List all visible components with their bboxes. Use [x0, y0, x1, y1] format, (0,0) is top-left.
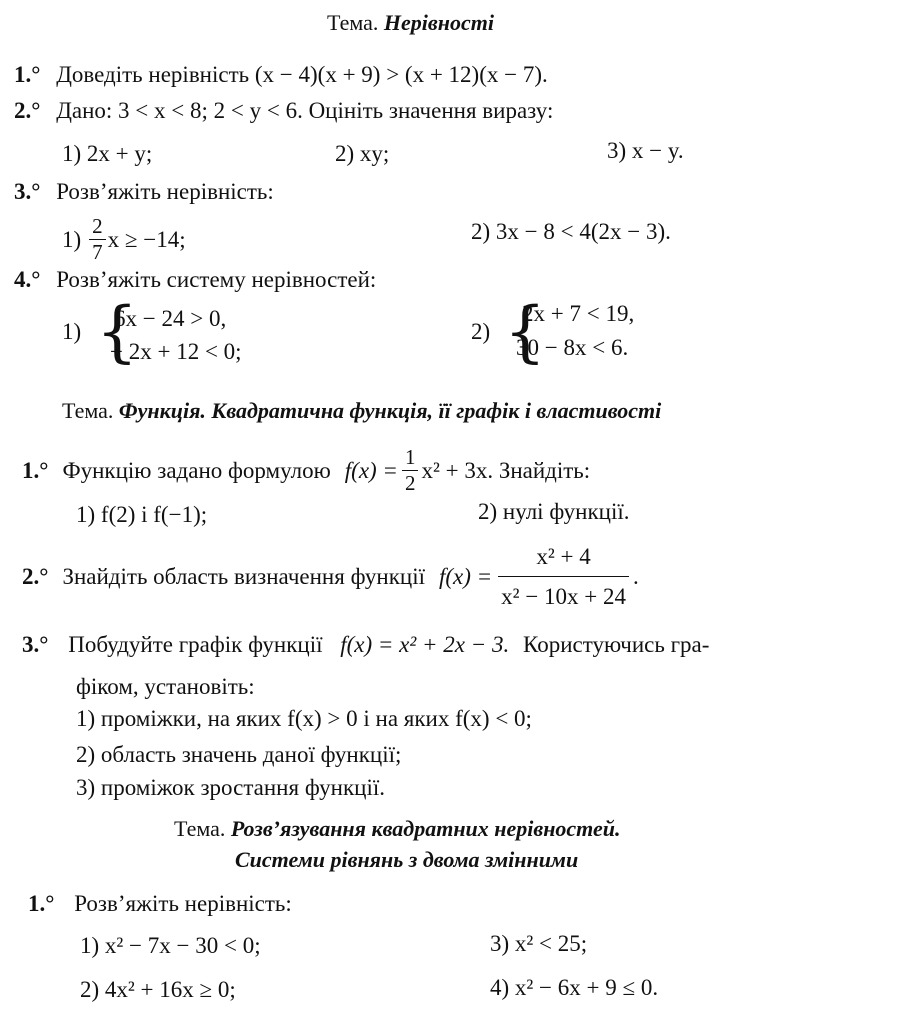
s1-task-1: 1.° Доведіть нерівність (x − 4)(x + 9) > (x + 12)(x − 7).: [14, 62, 548, 87]
s3-task-1-item-3: 3) x² < 25;: [490, 931, 588, 956]
section-3-title-line-2: Системи рівнянь з двома змінними: [235, 847, 579, 872]
system-1-line-1: 6x − 24 > 0,: [114, 306, 227, 331]
fraction-one-half: $\frac{1}{2}$: [402, 447, 419, 494]
left-brace-icon: {: [96, 293, 138, 370]
s1-task-3-item-2: 2) 3x − 8 < 4(2x − 3).: [471, 219, 671, 244]
fraction-two-sevenths: [89, 216, 106, 263]
s1-task-4: 4.° Розв’яжіть систему нерівностей:: [14, 267, 377, 292]
s1-task-2-item-3: 3) x − y.: [607, 138, 684, 163]
fraction-denominator: 7: [89, 239, 106, 263]
s1-task-4-item-1-label: 1): [62, 319, 82, 344]
s2-task-1-item-2: 2) нулі функції.: [478, 499, 630, 524]
s2-task-2: 2.° Знайдіть область визначення функції f(x) = $\frac{\text{x² + 4}}{\text{x² − 10x + 24}}$ .: [22, 544, 639, 609]
s2-task-3: 3.° Побудуйте графік функції f(x) = x² + 2x − 3. Користуючись гра-: [22, 632, 710, 657]
s1-task-3: 3.° Розв’яжіть нерівність:: [14, 179, 274, 204]
s2-task-3-continuation: фіком, установіть:: [76, 674, 255, 699]
system-1-line-2: − 2x + 12 < 0;: [110, 339, 242, 364]
left-brace-icon: {: [504, 293, 546, 370]
s3-task-1-item-4: 4) x² − 6x + 9 ≤ 0.: [490, 975, 659, 1000]
fraction-numerator: 2: [92, 214, 103, 238]
s3-task-1: 1.° Розв’яжіть нерівність:: [28, 891, 292, 916]
s1-task-2-item-2: 2) xy;: [335, 141, 390, 166]
s1-task-2: 2.° Дано: 3 < x < 8; 2 < y < 6. Оцініть значення виразу:: [14, 98, 554, 123]
s1-task-2-item-1: 1) 2x + y;: [62, 141, 153, 166]
section-1-title: Тема. Нерівності: [327, 10, 494, 35]
system-2-line-2: 30 − 8x < 6.: [516, 335, 629, 360]
s2-task-3-item-1: 1) проміжки, на яких f(x) > 0 і на яких f(x) < 0;: [76, 706, 532, 731]
system-2-line-1: 2x + 7 < 19,: [522, 301, 635, 326]
s2-task-1: 1.° Функцію задано формулою f(x) = $\frac{1}{2}$ x² + 3x. Знайдіть:: [22, 445, 591, 495]
fraction-domain: $\frac{\text{x² + 4}}{\text{x² − 10x + 24}}$: [498, 545, 629, 608]
section-3-title: Тема. Розв’язування квадратних нерівностей.: [174, 816, 621, 841]
section-2-title: Тема. Функція. Квадратична функція, її графік і властивості: [62, 398, 662, 423]
s1-task-4-item-2-label: 2): [471, 319, 491, 344]
s3-task-1-item-1: 1) x² − 7x − 30 < 0;: [80, 933, 261, 958]
s2-task-1-item-1: 1) f(2) і f(−1);: [76, 502, 208, 527]
s2-task-3-item-2: 2) область значень даної функції;: [76, 742, 402, 767]
s1-task-3-item-1: 1) $\frac{2}{7}$ x ≥ −14;: [62, 214, 186, 264]
s2-task-3-item-3: 3) проміжок зростання функції.: [76, 775, 385, 800]
s3-task-1-item-2: 2) 4x² + 16x ≥ 0;: [80, 977, 236, 1002]
